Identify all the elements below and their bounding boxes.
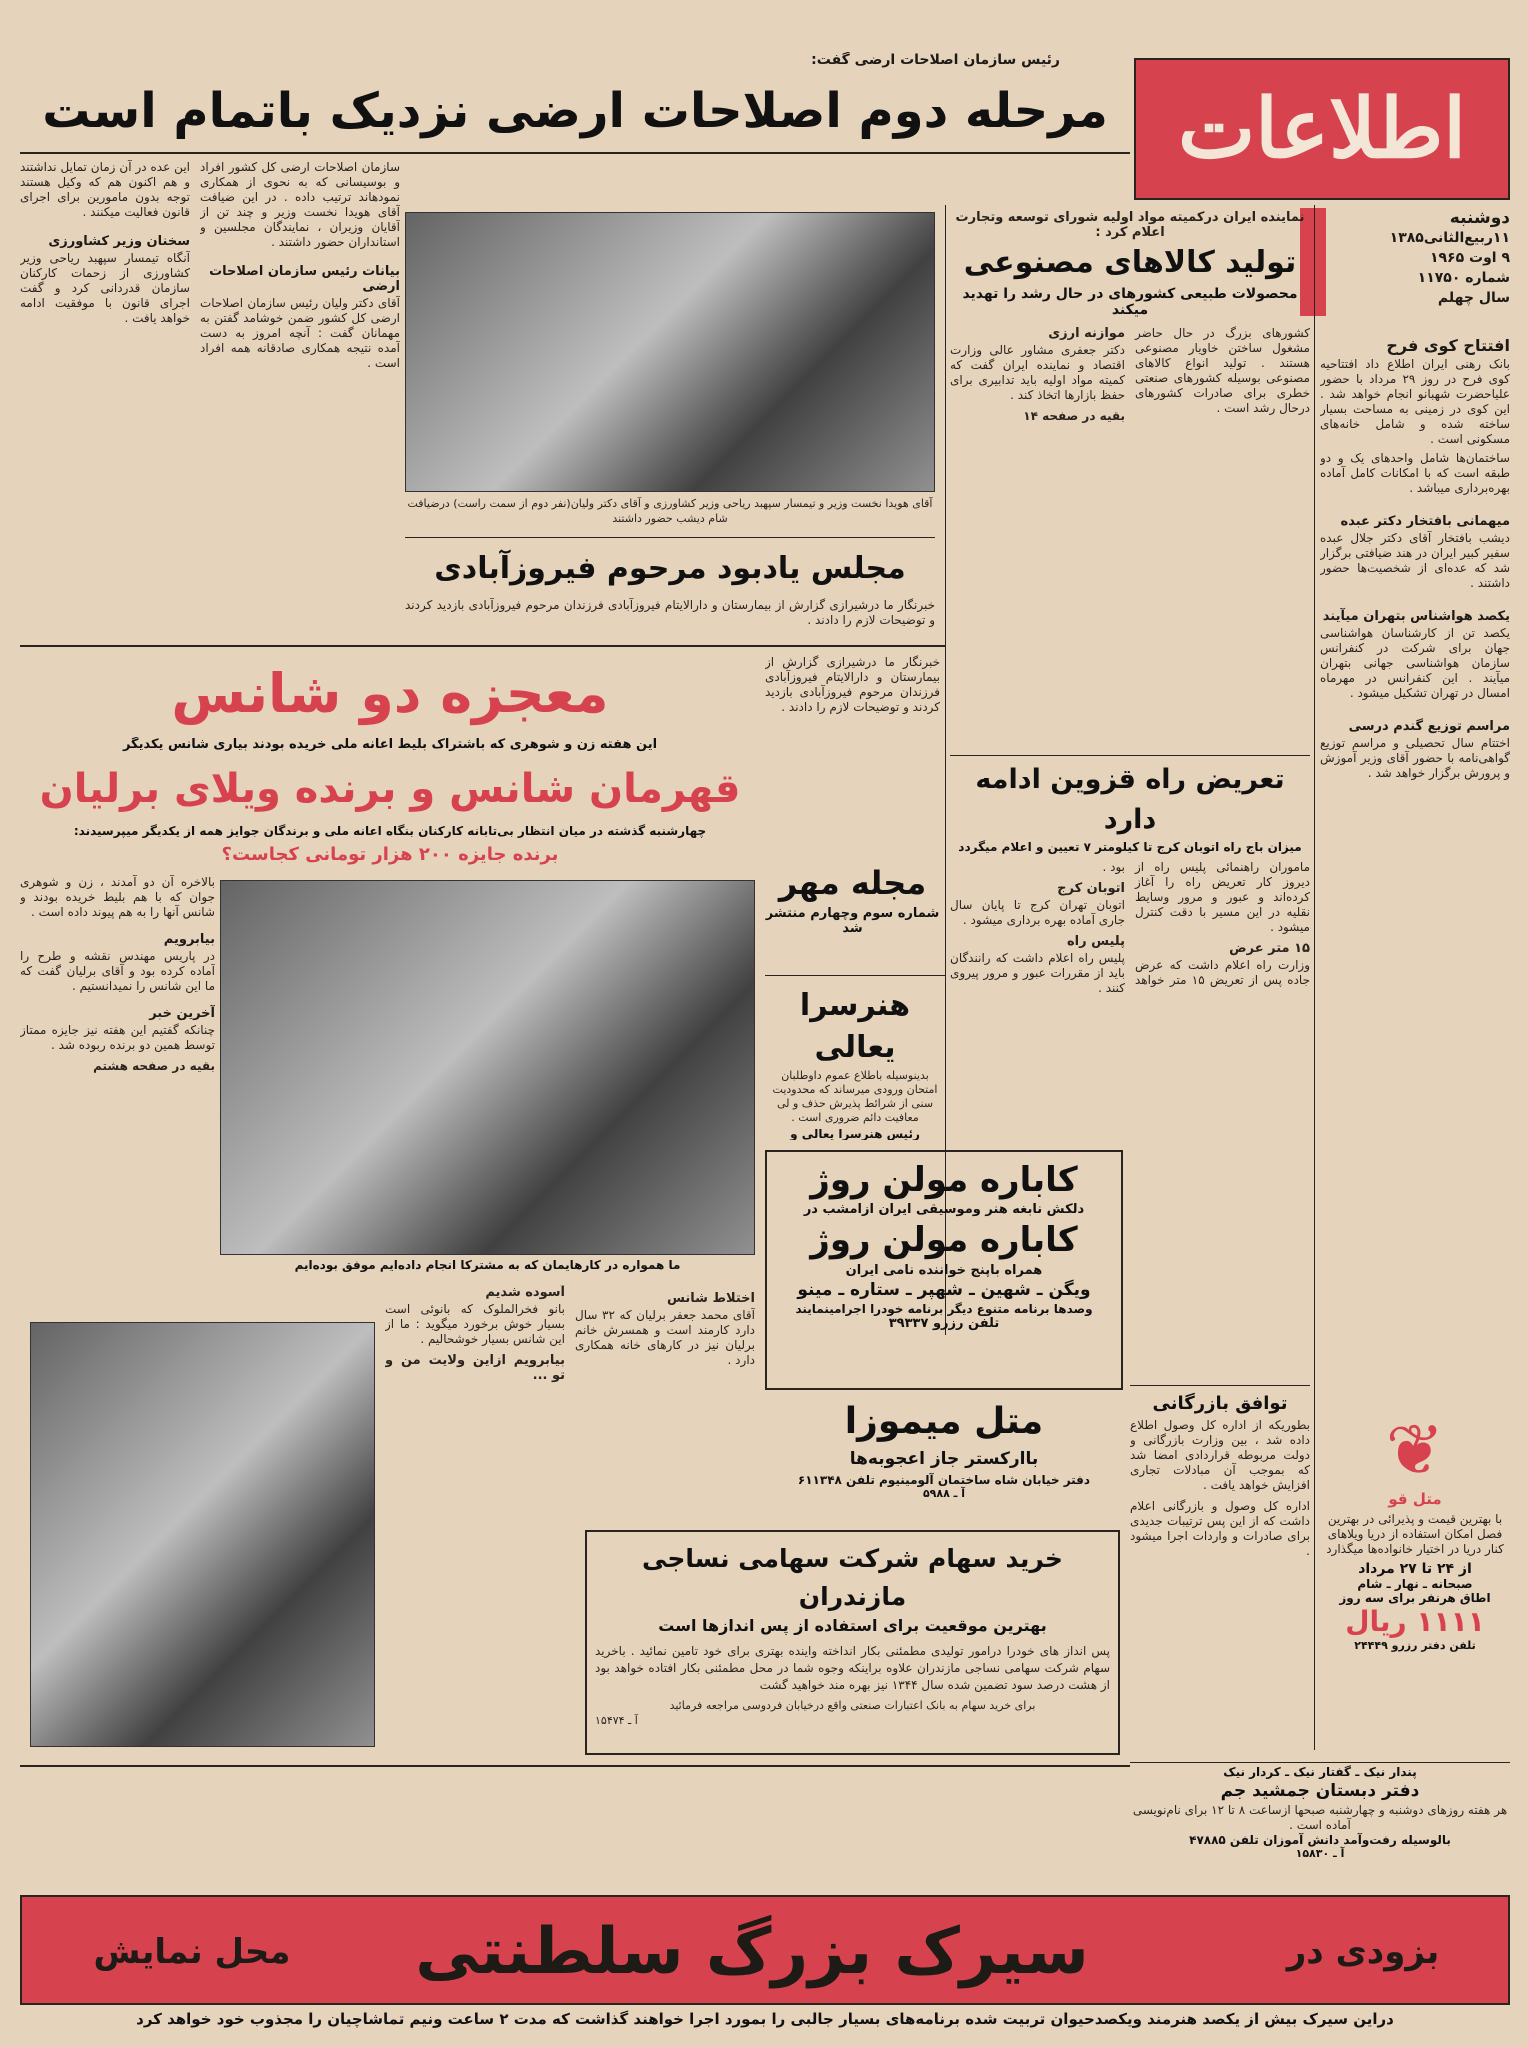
motel-ad-dates: از ۲۴ تا ۲۷ مرداد <box>1358 1561 1472 1577</box>
masthead-date-hijri: ۱۱ربیع‌الثانی۱۳۸۵ <box>1389 230 1510 246</box>
lottery-sub-c: اختلاط شانس <box>667 1291 755 1306</box>
rule <box>1314 205 1315 1750</box>
motel-ad <box>1320 1410 1510 1710</box>
cabaret-line4: وصدها برنامه متنوع دیگر برنامه خودرا اجرامینمایند <box>795 1302 1093 1316</box>
rule <box>765 975 945 976</box>
shares-sub: بهترین موقعیت برای استفاده از پس اندازها است <box>658 1616 1047 1635</box>
qazvin-sub1: ۱۵ متر عرض <box>1229 941 1310 956</box>
lottery-final: بیابرویم ازاین ولایت من و تو ... <box>385 1353 565 1383</box>
lead-kicker: رئیس سازمان اصلاحات ارضی گفت: <box>811 52 1060 68</box>
qazvin-body3: اتوبان تهران کرج تا پایان سال جاری آماده بهره برداری میشود . <box>950 898 1125 927</box>
lead-left-column <box>20 160 190 660</box>
sidebar-h2: میهمانی بافتخار دکتر عبده <box>1340 514 1510 529</box>
production-article <box>950 210 1310 750</box>
shares-code: آ ـ ۱۵۴۷۴ <box>595 1714 638 1727</box>
mimosa-line: دفتر خیابان شاه ساختمان آلومینیوم تلفن ۶۱۱۳۴۸ <box>797 1473 1091 1487</box>
lead-sub1-body: آقای دکتر ولیان رئیس سازمان اصلاحات ارضی کل کشور ضمن خوشامد گفتن به مهمانان گفت : آنچه امروز به دست آمده نتیجه همکاری صادقانه همه افراد است . <box>200 296 400 370</box>
art-school-title: هنرسرا یعالی <box>799 988 911 1065</box>
lead-sub1: بیانات رئیس سازمان اصلاحات ارضی <box>209 264 400 294</box>
sidebar-b1b: ساختمان‌ها شامل واحدهای یک و دو طبقه است که با امکانات کامل آماده بهره‌برداری میباشد . <box>1320 451 1510 495</box>
school-address: بالوسیله رفت‌وآمد دانش آموزان تلفن ۴۷۸۸۵ <box>1189 1833 1451 1847</box>
lottery-sub-b: آخرین خبر <box>149 1006 215 1021</box>
sidebar-column <box>1320 330 1510 1280</box>
lead-col-body: این عده در آن زمان تمایل نداشتند و هم اکنون هم که وکیل هستند توجه بدون مامورین برای اجرای قانون فعالیت میکنند . <box>20 160 190 219</box>
circus-right: محل نمایش <box>93 1932 291 1972</box>
motel-ad-phone: تلفن دفتر رزرو ۲۴۴۴۹ <box>1354 1639 1476 1652</box>
lottery-line: چهارشنبه گذشته در میان انتظار بی‌تابانه کارکنان بنگاه اعانه ملی و برندگان جوایز همه از یکدیگر میپرسیدند: <box>73 824 707 838</box>
qazvin-body: ماموران راهنمائی پلیس راه از دیروز کار تعریض راه را آغاز کرده‌اند و عبور و مرور وسایط نقلیه در این مسیر با دقت کنترل میشود . <box>1135 860 1310 934</box>
rule <box>950 755 1310 756</box>
school-code: آ ـ ۱۵۸۳۰ <box>1295 1847 1345 1860</box>
lottery-headline2: قهرمان شانس و برنده ویلای برلیان <box>39 766 741 812</box>
mimosa-sub: باارکستر جاز اعجوبه‌ها <box>849 1449 1039 1469</box>
sidebar-b3: یکصد تن از کارشناسان هواشناسی جهان برای شرکت در کنفرانس سازمان هواشناسی جهانی بتهران میآیند . این کنفرانس در مهرماه امسال در تهران تشکیل میشود . <box>1320 626 1510 700</box>
cabaret-title: کاباره مولن روژ <box>810 1160 1078 1200</box>
lead-body: سازمان اصلاحات ارضی کل کشور افراد و بوسیسانی که به نحوی از همکاری نمودهاند ترتیب داده . در این ضیافت آقای هویدا نخست وزیر و چند تن از آقایان وزیران ، نمایندگان مجلسین و استانداران حضور داشتند . <box>200 160 400 249</box>
lottery-body-lower <box>385 1285 755 1760</box>
memorial-body: خبرنگار ما درشیرازی گزارش از بیمارستان و دارالایتام فیروزآبادی فرزندان مرحوم فیروزآبادی بازدید کردند و توضیحات لازم را دادند . <box>405 598 935 627</box>
production-headline: تولید کالاهای مصنوعی <box>963 245 1297 280</box>
sidebar-h1: افتتاح کوی فرح <box>1386 336 1510 355</box>
lottery-subhead: این هفته زن و شوهری که باشتراک بلیط اعانه ملی خریده بودند بیاری شانس یکدیگر <box>122 737 658 752</box>
circus-left: بزودی در <box>1286 1932 1440 1972</box>
school-ad <box>1130 1765 1510 1890</box>
motel-ad-meals: صبحانه ـ نهار ـ شام <box>1357 1577 1473 1591</box>
art-school-sign1: رئیس هنرسرا یعالی و <box>790 1127 920 1140</box>
qazvin-headline: تعریض راه قزوین ادامه دارد <box>975 764 1285 835</box>
masthead-day: دوشنبه <box>1449 208 1510 228</box>
shares-footer: برای خرید سهام به بانک اعتبارات صنعتی واقع درخیابان فردوسی مراجعه فرمائید <box>669 1699 1036 1712</box>
lottery-question: برنده جایزه ۲۰۰ هزار تومانی کجاست؟ <box>221 844 559 865</box>
sidebar-b1: بانک رهنی ایران اطلاع داد افتتاحیه کوی فرح در روز ۲۹ مرداد با حضور علیاحضرت شهبانو انجام خواهد شد . این کوی در زمینی به مساحت بسیار ساخته شده و شامل خانه‌های مسکونی است . <box>1320 357 1510 446</box>
cabaret-title2: کاباره مولن روژ <box>810 1220 1078 1260</box>
masthead-issue: شماره ۱۱۷۵۰ <box>1417 270 1510 286</box>
rule <box>20 1765 1130 1767</box>
motel-ad-price: ۱۱۱۱ ریال <box>1345 1605 1485 1638</box>
trade-headline: توافق بازرگانی <box>1152 1393 1288 1414</box>
cabaret-ad <box>765 1150 1123 1390</box>
circus-main: سیرک بزرگ سلطنتی <box>415 1915 1089 1989</box>
lead-mid-column <box>200 160 400 640</box>
cabaret-phone: تلفن رزرو ۳۹۳۳۷ <box>888 1316 1000 1331</box>
cabaret-line3: ویگن ـ شهین ـ شهپر ـ ستاره ـ مینو <box>797 1280 1091 1300</box>
production-continued: بقیه در صفحه ۱۴ <box>1023 409 1125 423</box>
production-sub: موازنه ارزی <box>1048 326 1125 341</box>
mimosa-code: آ ـ ۵۹۸۸ <box>922 1487 966 1500</box>
magazine-subtitle: شماره سوم وچهارم منتشر شد <box>765 906 940 936</box>
memorial-body-continued: خبرنگار ما درشیرازی گزارش از بیمارستان و دارالایتام فیروزآبادی فرزندان مرحوم فیروزآبادی بازدید کردند و توضیحات لازم را دادند . <box>765 655 940 714</box>
shares-body: پس انداز های خودرا درامور تولیدی مطمئنی بکار انداخته واینده بهتری برای خود تامین نمائید . باخرید سهام شرکت سهامی نساجی مازندران علاوه براینکه وجوه شما در محل مطمئنی بکار افتاده خواهد بود از هشت درصد سود تضمین شده سال ۱۳۴۴ نیز بهره مند خواهید گشت <box>595 1644 1110 1692</box>
masthead-logo-box <box>1134 58 1510 200</box>
lottery-body4: آقای محمد جعفر برلیان که ۳۲ سال دارد کارمند است و همسرش خانم برلیان نیز در کارهای خانه همکاری دارد . <box>575 1308 755 1367</box>
magazine-title: مجله مهر <box>778 864 927 902</box>
motel-ad-body: با بهترین قیمت و پذیرائی در بهترین فصل امکان استفاده از دریا ویلاهای کنار دریا در اختیار خانواده‌ها میگذارد <box>1326 1512 1504 1556</box>
qazvin-sub3: پلیس راه <box>1066 934 1125 949</box>
lead-sub2-body: آنگاه تیمسار سپهبد ریاحی وزیر کشاورزی از زحمات کارکنان سازمان قدردانی کرد و گفت اجرای قانون با موفقیت ادامه خواهد یافت . <box>20 251 190 325</box>
swan-logo-icon: ❦ <box>1385 1410 1445 1491</box>
art-school-block <box>765 985 945 1140</box>
rule <box>405 537 935 538</box>
sidebar-b4: اختتام سال تحصیلی و مراسم توزیع گواهی‌نامه با حضور آقای وزیر آموزش و پرورش برگزار خواهد شد . <box>1320 736 1510 780</box>
school-motto: پندار نیک ـ گفتار نیک ـ کردار نیک <box>1223 1765 1417 1779</box>
rule <box>20 152 1130 154</box>
sidebar-h3: یکصد هواشناس بتهران میآیند <box>1322 609 1510 624</box>
production-body2: دکتر جعفری مشاور عالی وزارت اقتصاد و نماینده ایران گفت که کمیته مواد اولیه باید تدابیری برای حفظ بازارها اتخاذ کند . <box>950 343 1125 402</box>
trade-article <box>1130 1390 1310 1760</box>
rule <box>1130 1385 1310 1386</box>
production-body-columns <box>950 326 1310 716</box>
masthead-dates <box>1330 208 1510 320</box>
lottery-body1: بالاخره آن دو آمدند ، زن و شوهری جوان که با هم بلیط خریده بودند و شانس آنها را به هم پیوند داده است . <box>20 875 215 919</box>
lottery-sub-a: بیابرویم <box>163 932 215 947</box>
trade-body2: اداره کل وصول و بازرگانی اعلام داشت که از این پس ترتیبات جدیدی برای صادرات و واردات اجرا میشود . <box>1130 1499 1310 1558</box>
masthead-logo: اطلاعات <box>1177 81 1467 177</box>
mimosa-ad <box>765 1395 1123 1525</box>
cabaret-line2: همراه باپنج خواننده نامی ایران <box>845 1263 1043 1278</box>
lottery-sub-d: آسوده شدیم <box>485 1285 565 1300</box>
rule <box>20 645 945 647</box>
rule <box>1130 1762 1510 1763</box>
trade-body: بطوریکه از اداره کل وصول اطلاع داده شد ، بین وزارت بازرگانی و دولت مربوطه قراردادی امضا شد که بموجب آن مبادلات تجاری افزایش خواهد یافت . <box>1130 1418 1310 1492</box>
mimosa-title: متل میموزا <box>844 1401 1044 1442</box>
lottery-photo-second <box>30 1322 375 1747</box>
lottery-continued: بقیه در صفحه هشتم <box>93 1059 215 1073</box>
lead-sub2: سخنان وزیر کشاورزی <box>48 234 190 249</box>
lead-photo <box>405 212 935 492</box>
masthead-year: سال چهلم <box>1437 290 1510 306</box>
cabaret-line1: دلکش نابغه هنر وموسیقی ایران ازامشب در <box>803 1202 1085 1217</box>
qazvin-body2: وزارت راه اعلام داشت که عرض جاده پس از تعریض ۱۵ متر خواهد بود . <box>1102 860 1310 987</box>
circus-banner <box>20 1895 1510 2005</box>
production-subhead: محصولات طبیعی کشورهای در حال رشد را تهدید میکند <box>962 286 1298 318</box>
magazine-block <box>765 860 940 970</box>
lottery-photo-caption: ما همواره در کارهایمان که به مشترکا انجام داده‌ایم موفق بوده‌ایم <box>294 1258 681 1272</box>
shares-title: خرید سهام شرکت سهامی نساجی مازندران <box>642 1544 1063 1611</box>
lottery-body3: چنانکه گفتیم این هفته نیز جایزه ممتاز توسط همین دو برنده ربوده شد . <box>20 1023 215 1052</box>
motel-ad-name: متل قو <box>1388 1490 1442 1508</box>
sidebar-h4: مراسم توزیع گندم درسی <box>1348 719 1510 734</box>
lottery-photo-main <box>220 880 755 1255</box>
qazvin-body4: پلیس راه اعلام داشت که رانندگان باید از مقررات عبور و مرور پیروی کنند . <box>950 951 1125 995</box>
lottery-headline: معجزه دو شانس <box>171 662 609 725</box>
sidebar-b2: دیشب بافتخار آقای دکتر جلال عبده سفیر کبیر ایران در هند ضیافتی برگزار شد که عده‌ای از شخصیت‌ها حضور داشتند . <box>1320 531 1510 590</box>
lead-photo-caption: آقای هویدا نخست وزیر و تیمسار سپهبد ریاحی وزیر کشاورزی و آقای دکتر ولیان(نفر دوم از سمت راست) درضیافت شام دیشب حضور داشتند <box>407 497 933 525</box>
lottery-body2: در پاریس مهندس نقشه و طرح را آماده کرده بود و آقای برلیان گفت که ما این شانس را نمیدانستیم . <box>20 949 215 993</box>
circus-footer: دراین سیرک بیش از یکصد هنرمند ویکصدحیوان تربیت شده برنامه‌های بسیار جالبی را بمورد اجرا خواهند گذاشت که مدت ۲ ساعت ونیم تماشاچیان را مجذوب خود خواهد کرد <box>136 2010 1394 2028</box>
school-title: دفتر دبستان جمشید جم <box>1220 1781 1420 1801</box>
masthead-date-gregorian: ۹ اوت ۱۹۶۵ <box>1429 250 1510 266</box>
art-school-body: بدینوسیله باطلاع عموم داوطلبان امتحان ورودی میرساند که محدودیت سنی از شرائط پذیرش حذف و لی معافیت دائم ضروری است . <box>772 1069 938 1124</box>
memorial-headline: مجلس یادبود مرحوم فیروزآبادی <box>434 551 906 586</box>
qazvin-subhead: میزان باج راه اتوبان کرج تا کیلومتر ۷ تعیین و اعلام میگردد <box>958 840 1302 854</box>
qazvin-sub2: اتوبان کرج <box>1057 881 1125 896</box>
school-body: هر هفته روزهای دوشنبه و چهارشنبه صبحها ازساعت ۸ تا ۱۲ برای نام‌نویسی آماده است . <box>1132 1803 1508 1832</box>
lottery-lower-columns <box>385 1285 755 1755</box>
lead-headline: مرحله دوم اصلاحات ارضی نزدیک باتمام است <box>42 83 1108 139</box>
production-body: کشورهای بزرگ در حال حاضر مشغول ساختن خاویار مصنوعی هستند . تولید انواع کالاهای مصنوعی بوسیله کشورهای صنعتی خطری برای صادرات کشورهای درحال رشد است . <box>1135 326 1310 415</box>
motel-ad-room: اطاق هرنفر برای سه روز <box>1339 1591 1491 1605</box>
lottery-body5: بانو فخرالملوک که بانوئی است بسیار خوش برخورد میگوید : ما از این شانس بسیار خوشحالیم . <box>385 1302 565 1346</box>
production-kicker: نماینده ایران درکمیته مواد اولیه شورای توسعه وتجارت اعلام کرد : <box>955 210 1305 240</box>
